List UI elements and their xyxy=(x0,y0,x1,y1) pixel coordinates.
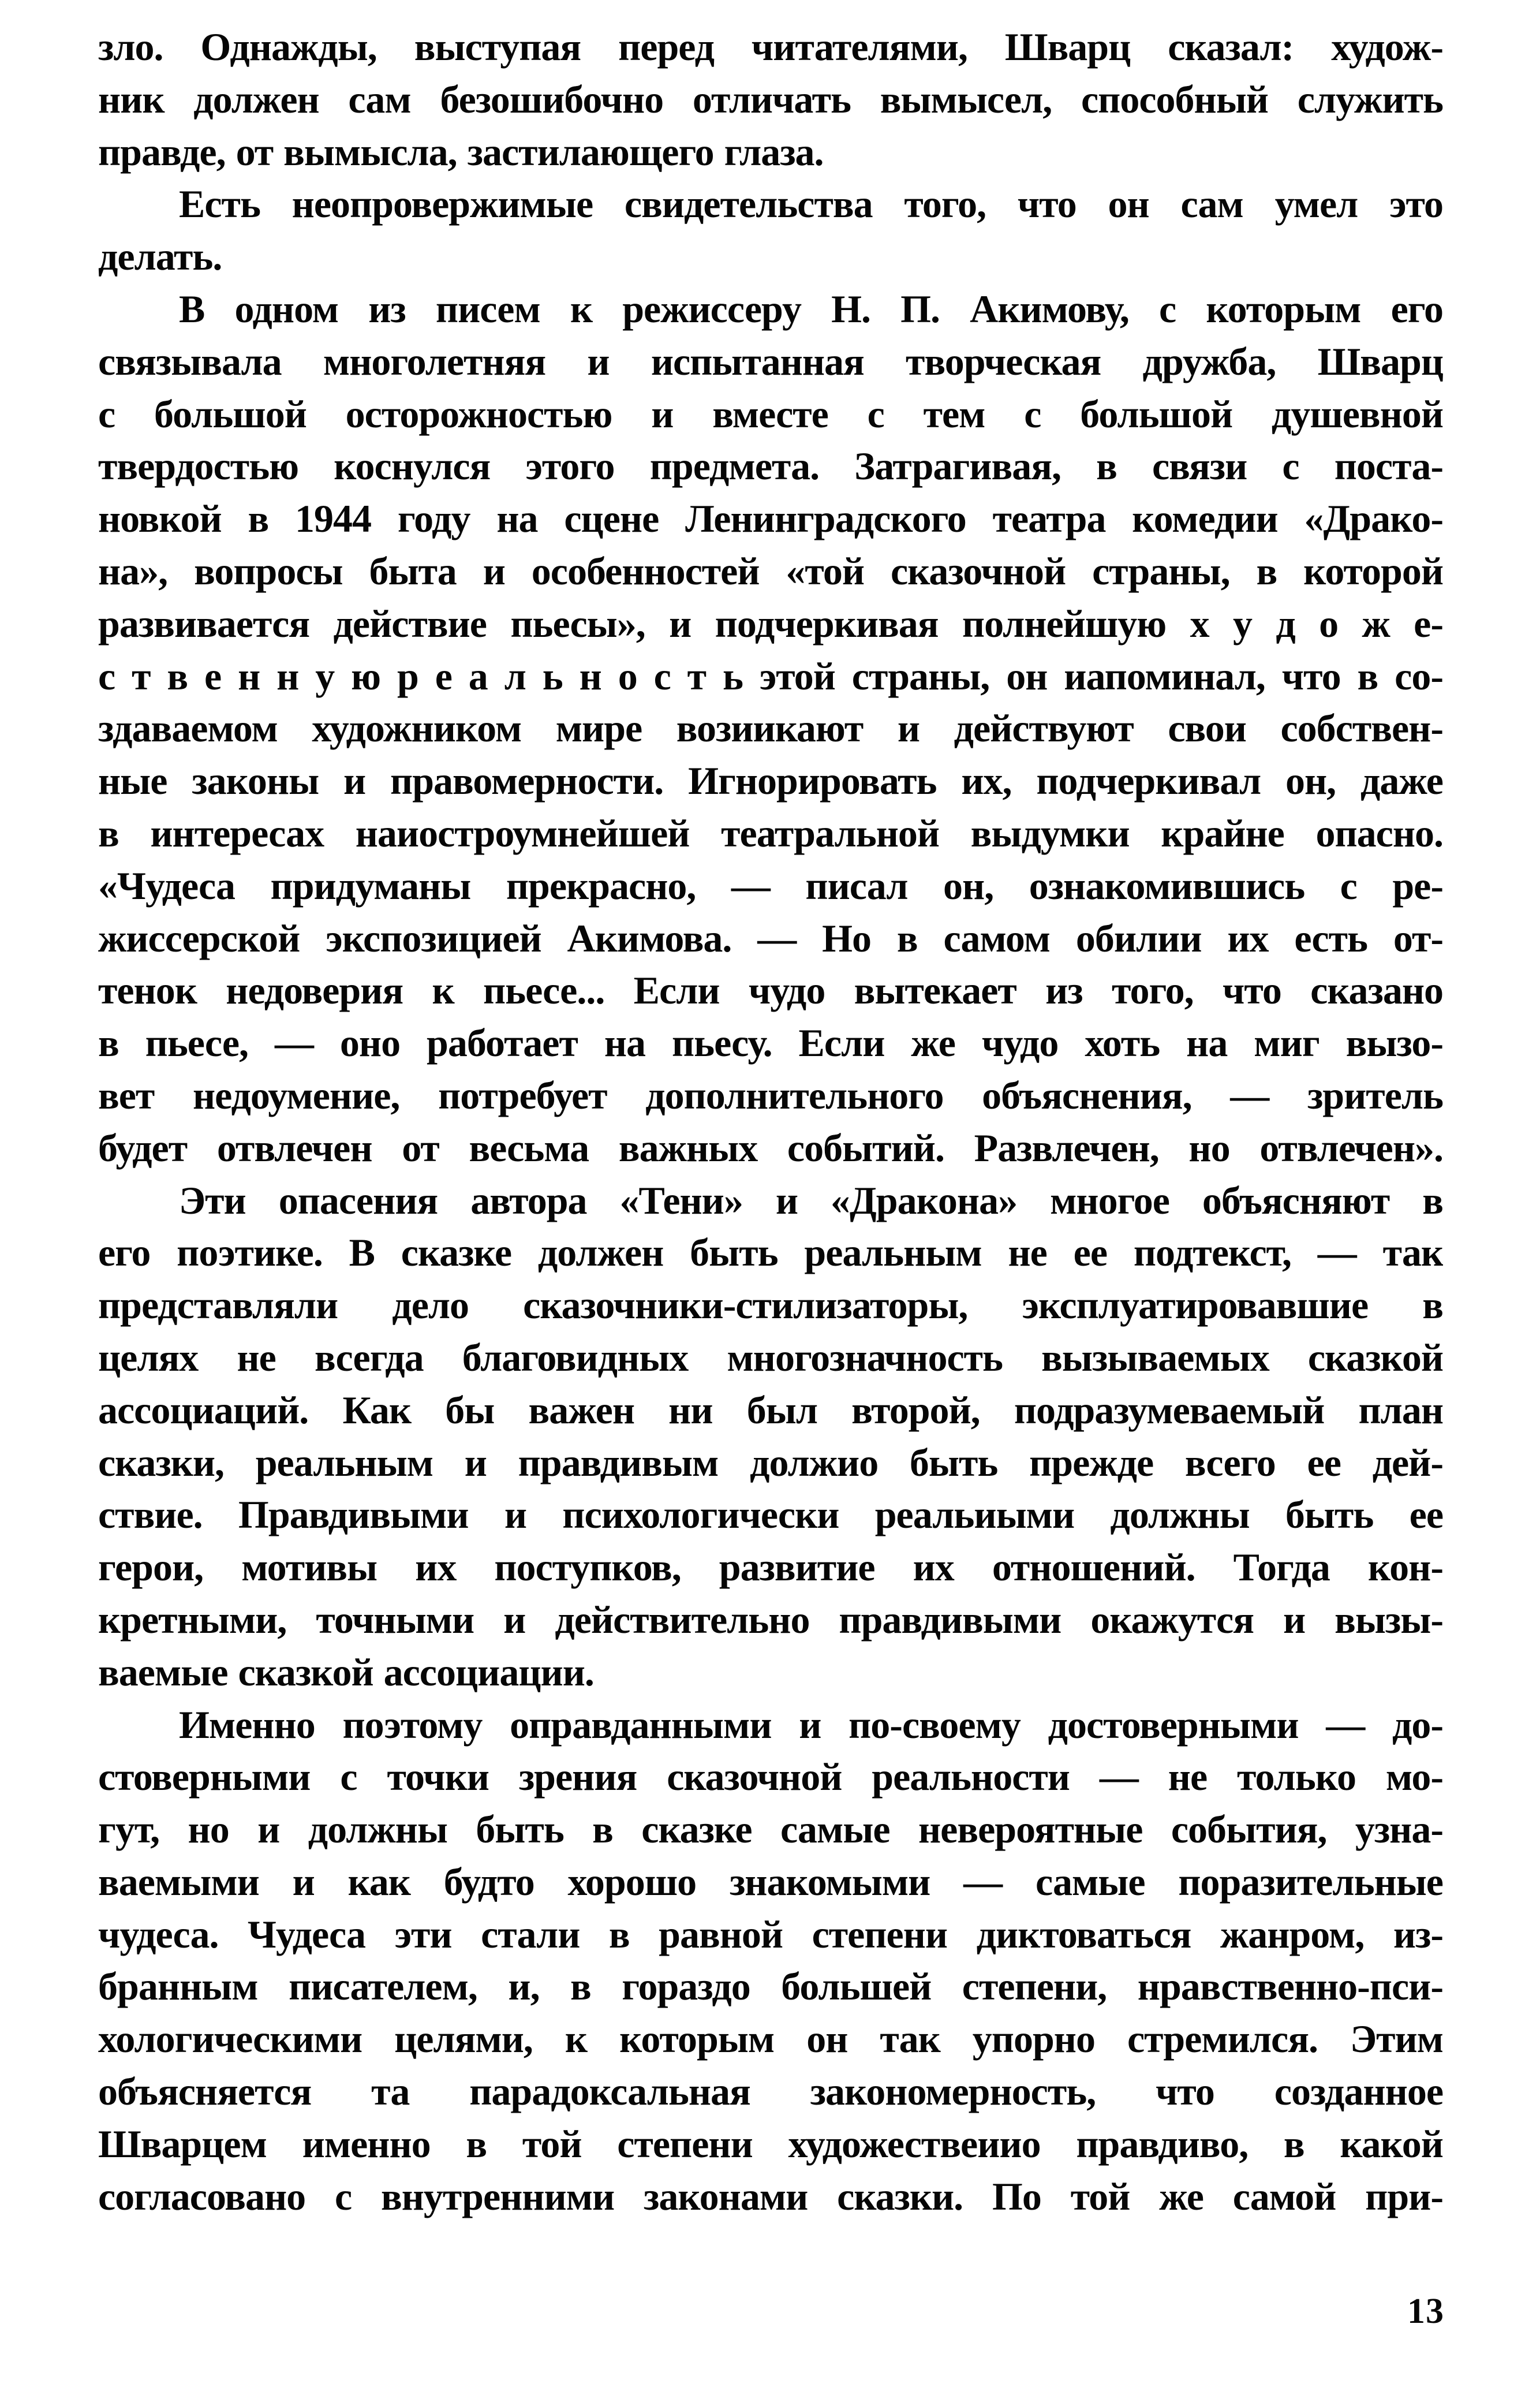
text-line: ные законы и правомерности. Игнорировать их, подчеркивал он, даже xyxy=(98,759,1443,803)
text-line: жиссерской экспозицией Акимова. — Но в самом обилии их есть от- xyxy=(98,916,1443,960)
text-line: согласовано с внутренними законами сказки. По той же самой при- xyxy=(98,2174,1443,2218)
text-line: в интересах наиостроумнейшей театральной выдумки крайне опасно. xyxy=(98,811,1443,855)
text-line: с т в е н н у ю р е а л ь н о с т ь этой страны, он иапоминал, что в со- xyxy=(98,654,1443,698)
text-line: развивается действие пьесы», и подчеркивая полнейшую х у д о ж е- xyxy=(98,601,1443,646)
text-line: чудеса. Чудеса эти стали в равной степени диктоваться жанром, из- xyxy=(98,1912,1443,1956)
text-line: будет отвлечен от весьма важных событий. Развлечен, но отвлечен». xyxy=(98,1125,1443,1170)
text-line: Есть неопровержимые свидетельства того, что он сам умел это xyxy=(179,182,1443,226)
text-line: ваемые сказкой ассоциации. xyxy=(98,1650,594,1694)
text-line: объясняется та парадоксальная закономерность, что созданное xyxy=(98,2069,1443,2114)
text-line: ник должен сам безошибочно отличать вымысел, способный служить xyxy=(98,77,1443,121)
text-line: бранным писателем, и, в гораздо большей степени, нравственно-пси- xyxy=(98,1964,1443,2009)
text-line: Именно поэтому оправданными и по-своему достоверными — до- xyxy=(179,1702,1443,1747)
text-line: зло. Однажды, выступая перед читателями, Шварц сказал: худож- xyxy=(98,25,1443,69)
paragraph xyxy=(98,21,1443,178)
text-line: стоверными с точки зрения сказочной реальности — не только мо- xyxy=(98,1755,1443,1799)
text-line: представляли дело сказочники-стилизаторы, эксплуатировавшие в xyxy=(98,1283,1443,1327)
text-line: правде, от вымысла, застилающего глаза. xyxy=(98,129,824,174)
page-number: 13 xyxy=(1407,2292,1444,2331)
text-line: Шварцем именно в той степени художествеиио правдиво, в какой xyxy=(98,2121,1443,2166)
paragraph xyxy=(98,283,1443,1174)
page-text xyxy=(98,21,1443,2222)
text-line: ассоциаций. Как бы важен ни был второй, подразумеваемый план xyxy=(98,1387,1443,1432)
text-line: герои, мотивы их поступков, развитие их отношений. Тогда кон- xyxy=(98,1545,1443,1590)
text-line: его поэтике. В сказке должен быть реальным не ее подтекст, — так xyxy=(98,1230,1443,1275)
text-line: сказки, реальным и правдивым должио быть прежде всего ее дей- xyxy=(98,1440,1443,1484)
text-line: на», вопросы быта и особенностей «той сказочной страны, в которой xyxy=(98,549,1443,593)
paragraph xyxy=(98,1699,1443,2223)
text-line: «Чудеса придуманы прекрасно, — писал он, ознакомившись с ре- xyxy=(98,863,1443,908)
text-line: тенок недоверия к пьесе... Если чудо вытекает из того, что сказано xyxy=(98,968,1443,1013)
text-line: вет недоумение, потребует дополнительного объяснения, — зритель xyxy=(98,1073,1443,1117)
text-line: кретными, точными и действительно правдивыми окажутся и вызы- xyxy=(98,1597,1443,1642)
text-line: с большой осторожностью и вместе с тем с большой душевной xyxy=(98,391,1443,436)
text-line: ваемыми и как будто хорошо знакомыми — самые поразительные xyxy=(98,1859,1443,1904)
text-line: твердостью коснулся этого предмета. Затрагивая, в связи с поста- xyxy=(98,444,1443,488)
text-line: гут, но и должны быть в сказке самые невероятные события, узна- xyxy=(98,1807,1443,1852)
text-line: делать. xyxy=(98,234,222,279)
text-line: здаваемом художником мире возиикают и действуют свои собствен- xyxy=(98,706,1443,751)
paragraph xyxy=(98,178,1443,283)
text-line: связывала многолетняя и испытанная творческая дружба, Шварц xyxy=(98,339,1443,383)
text-line: хологическими целями, к которым он так упорно стремился. Этим xyxy=(98,2017,1443,2061)
paragraph xyxy=(98,1174,1443,1699)
text-line: целях не всегда благовидных многозначность вызываемых сказкой xyxy=(98,1335,1443,1379)
text-line: ствие. Правдивыми и психологически реальиыми должны быть ее xyxy=(98,1493,1443,1537)
text-line: Эти опасения автора «Тени» и «Дракона» многое объясняют в xyxy=(179,1178,1443,1222)
text-line: В одном из писем к режиссеру Н. П. Акимову, с которым его xyxy=(179,286,1443,331)
text-line: в пьесе, — оно работает на пьесу. Если же чудо хоть на миг вызо- xyxy=(98,1021,1443,1065)
text-line: новкой в 1944 году на сцене Ленинградского театра комедии «Драко- xyxy=(98,497,1443,541)
